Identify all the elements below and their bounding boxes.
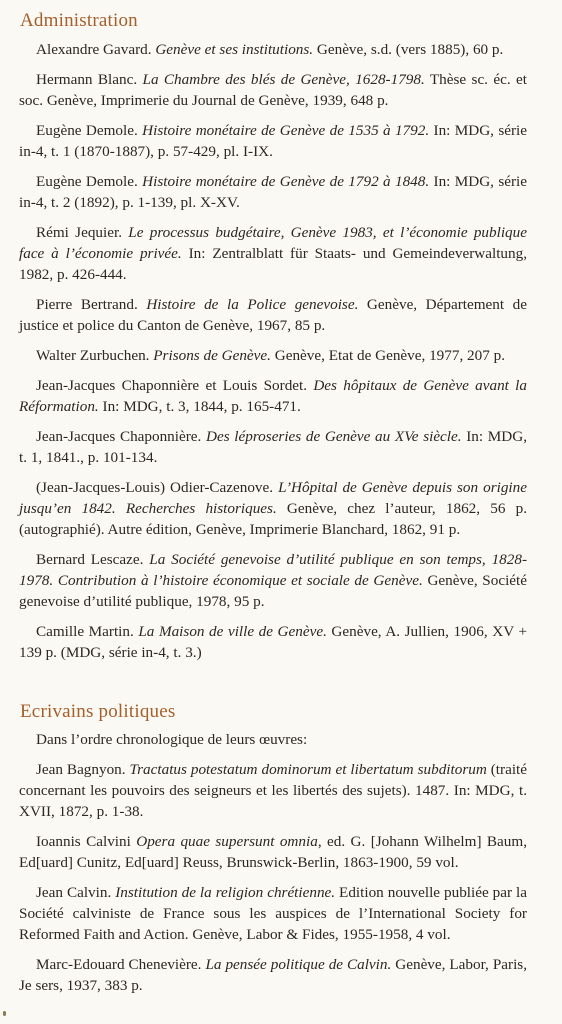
bibliography-entry: Jean Calvin. Institution de la religion chrétienne. Edition nouvelle publiée par la Société calviniste de France sous les auspices de l’International Society for Reformed Faith and Action. Genève, Labor & Fides, 1955-1958, 4 vol.	[19, 884, 527, 943]
page-ink-speck	[3, 1011, 6, 1016]
section-heading-administration: Administration	[20, 10, 138, 31]
bibliography-entry: Hermann Blanc. La Chambre des blés de Genève, 1628-1798. Thèse sc. éc. et soc. Genève, Imprimerie du Journal de Genève, 1939, 648 p.	[19, 71, 527, 109]
bibliography-entry: (Jean-Jacques-Louis) Odier-Cazenove. L’Hôpital de Genève depuis son origine jusqu’en 1842. Recherches historiques. Genève, chez l’auteur, 1862, 56 p. (autographié). Autre édition, Genève, Imprimerie Blanchard, 1862, 91 p.	[19, 479, 527, 538]
bibliography-entry: Eugène Demole. Histoire monétaire de Genève de 1535 à 1792. In: MDG, série in-4, t. 1 (1870-1887), p. 57-429, pl. I-IX.	[19, 122, 527, 160]
bibliography-entry: Jean-Jacques Chaponnière et Louis Sordet. Des hôpitaux de Genève avant la Réformation. In: MDG, t. 3, 1844, p. 165-471.	[19, 377, 527, 415]
bibliography-entry: Bernard Lescaze. La Société genevoise d’utilité publique en son temps, 1828-1978. Contribution à l’histoire économique et sociale de Genève. Genève, Société genevoise d’utilité publique, 1978, 95 p.	[19, 551, 527, 610]
bibliography-entry: Rémi Jequier. Le processus budgétaire, Genève 1983, et l’économie publique face à l’économie privée. In: Zentralblatt für Staats- und Gemeindeverwaltung, 1982, p. 426-444.	[19, 224, 527, 283]
section-intro-text: Dans l’ordre chronologique de leurs œuvres:	[36, 731, 308, 748]
bibliography-entry: Walter Zurbuchen. Prisons de Genève. Genève, Etat de Genève, 1977, 207 p.	[36, 347, 506, 364]
bibliography-entry: Eugène Demole. Histoire monétaire de Genève de 1792 à 1848. In: MDG, série in-4, t. 2 (1892), p. 1-139, pl. X-XV.	[19, 173, 527, 211]
bibliography-entry: Jean-Jacques Chaponnière. Des léproseries de Genève au XVe siècle. In: MDG, t. 1, 1841., p. 101-134.	[19, 428, 527, 466]
bibliography-list-ecrivains-politiques	[19, 729, 527, 1005]
bibliography-entry: Marc-Edouard Chenevière. La pensée politique de Calvin. Genève, Labor, Paris, Je sers, 1937, 383 p.	[19, 956, 527, 994]
bibliography-entry: Pierre Bertrand. Histoire de la Police genevoise. Genève, Département de justice et police du Canton de Genève, 1967, 85 p.	[19, 296, 527, 334]
section-heading-ecrivains-politiques: Ecrivains politiques	[20, 701, 176, 722]
bibliography-entry: Ioannis Calvini Opera quae supersunt omnia, ed. G. [Johann Wilhelm] Baum, Ed[uard] Cunitz, Ed[uard] Reuss, Brunswick-Berlin, 1863-1900, 59 vol.	[19, 833, 527, 871]
bibliography-list-administration	[19, 39, 527, 672]
bibliography-entry: Jean Bagnyon. Tractatus potestatum dominorum et libertatum subditorum (traité concernant les pouvoirs des seigneurs et les libertés des sujets). 1487. In: MDG, t. XVII, 1872, p. 1-38.	[19, 761, 528, 820]
bibliography-entry: Camille Martin. La Maison de ville de Genève. Genève, A. Jullien, 1906, XV + 139 p. (MDG, série in-4, t. 3.)	[19, 623, 528, 661]
bibliography-entry: Alexandre Gavard. Genève et ses institutions. Genève, s.d. (vers 1885), 60 p.	[36, 41, 504, 58]
